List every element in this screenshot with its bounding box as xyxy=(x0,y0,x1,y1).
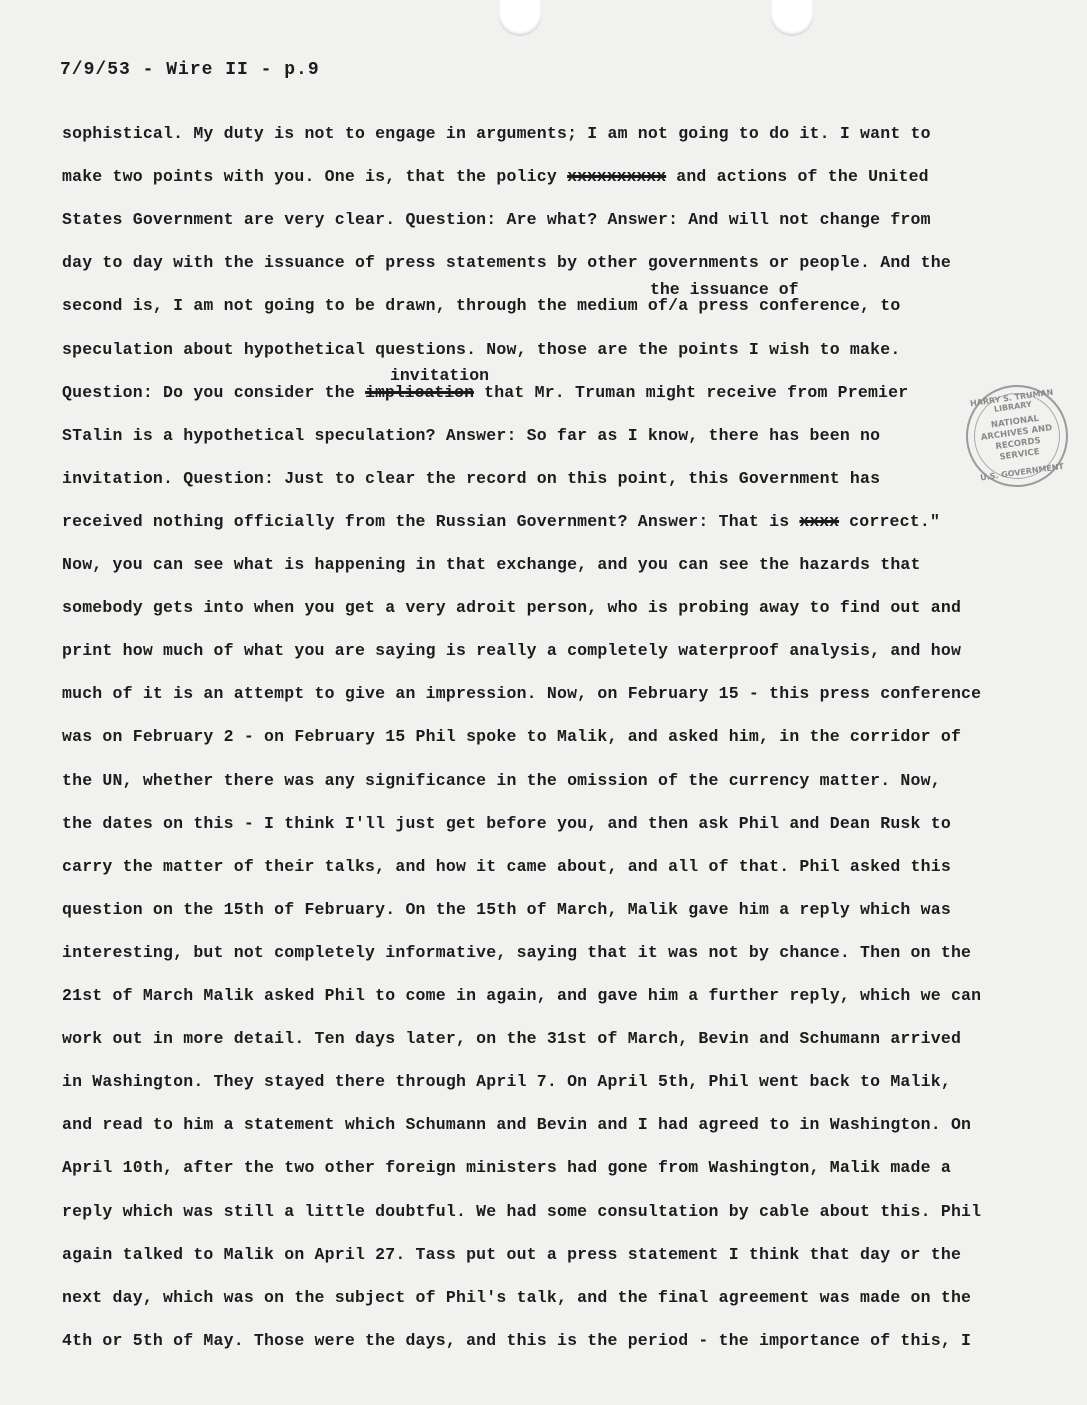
text-line xyxy=(62,727,961,746)
text-segment: 21st of March Malik asked Phil to come in again, and gave him a further reply, which we can xyxy=(62,986,982,1005)
text-segment: carry the matter of their talks, and how it came about, and all of that. Phil asked this xyxy=(62,857,951,876)
text-line xyxy=(62,1331,971,1350)
text-segment: 4th or 5th of May. Those were the days, and this is the period - the importance of this, I xyxy=(62,1331,972,1350)
text-segment: April 10th, after the two other foreign ministers had gone from Washington, Malik made a xyxy=(62,1158,951,1177)
text-line xyxy=(62,1202,981,1221)
text-segment: was on February 2 - on February 15 Phil spoke to Malik, and asked him, in the corridor of xyxy=(62,727,962,746)
text-segment: next day, which was on the subject of Phil's talk, and the final agreement was made on the xyxy=(62,1288,972,1307)
text-segment: day to day with the issuance of press statements by other governments or people. And the xyxy=(62,253,951,272)
text-line xyxy=(62,684,981,703)
text-segment: the dates on this - I think I'll just get before you, and then ask Phil and Dean Rusk to xyxy=(62,814,951,833)
text-segment: question on the 15th of February. On the 15th of March, Malik gave him a reply which was xyxy=(62,900,951,919)
text-line xyxy=(62,383,908,402)
page-header: 7/9/53 - Wire II - p.9 xyxy=(60,60,320,80)
text-line xyxy=(62,1288,971,1307)
text-segment: make two points with you. One is, that the policy xyxy=(62,167,568,186)
text-segment: in Washington. They stayed there through April 7. On April 5th, Phil went back to Malik, xyxy=(62,1072,951,1091)
text-line xyxy=(62,512,940,531)
text-line xyxy=(62,598,961,617)
text-segment: Question: Do you consider the xyxy=(62,383,366,402)
text-segment: received nothing officially from the Russian Government? Answer: That is xyxy=(62,512,800,531)
text-segment: second is, I am not going to be drawn, through the medium of/a press conference, to xyxy=(62,296,901,315)
text-segment: interesting, but not completely informative, saying that it was not by chance. Then on the xyxy=(62,943,972,962)
text-segment: the UN, whether there was any significance in the omission of the currency matter. Now, xyxy=(62,771,941,790)
text-line xyxy=(62,426,880,445)
handwritten-insert: the issuance of xyxy=(650,280,799,299)
stamp-top-text: HARRY S. TRUMAN LIBRARY xyxy=(969,387,1054,414)
text-line xyxy=(62,469,880,488)
text-segment: invitation. Question: Just to clear the record on this point, this Government has xyxy=(62,469,881,488)
struck-out-word: xxxx xyxy=(799,512,840,531)
text-line xyxy=(62,210,931,229)
stamp-center-text: NATIONAL ARCHIVES AND RECORDS SERVICE xyxy=(980,413,1053,463)
text-segment: and read to him a statement which Schumann and Bevin and I had agreed to in Washington. On xyxy=(62,1115,972,1134)
text-line xyxy=(62,1072,951,1091)
text-line xyxy=(62,1115,971,1134)
punch-hole xyxy=(498,0,542,36)
text-line xyxy=(62,1158,951,1177)
text-line xyxy=(62,641,961,660)
text-line xyxy=(62,124,931,143)
text-segment: Now, you can see what is happening in that exchange, and you can see the hazards that xyxy=(62,555,921,574)
text-line xyxy=(62,340,900,359)
text-line xyxy=(62,1029,961,1048)
archive-stamp xyxy=(959,378,1074,493)
text-line xyxy=(62,771,941,790)
text-segment: sophistical. My duty is not to engage in arguments; I am not going to do it. I want to xyxy=(62,124,931,143)
text-line xyxy=(62,900,951,919)
text-segment: print how much of what you are saying is really a completely waterproof analysis, and how xyxy=(62,641,962,660)
struck-out-word: implication xyxy=(365,383,474,402)
text-segment: correct." xyxy=(839,512,941,531)
text-segment: and actions of the United xyxy=(666,167,929,186)
text-segment: States Government are very clear. Question: Are what? Answer: And will not change from xyxy=(62,210,931,229)
struck-out-word: xxxxxxxxxx xyxy=(567,167,667,186)
stamp-bottom-text: U.S. GOVERNMENT xyxy=(979,461,1065,483)
handwritten-insert: invitation xyxy=(390,366,490,385)
text-line xyxy=(62,167,929,186)
text-line xyxy=(62,1245,961,1264)
text-segment: reply which was still a little doubtful. We had some consultation by cable about this. Phil xyxy=(62,1202,982,1221)
text-segment: that Mr. Truman might receive from Premier xyxy=(473,383,909,402)
text-line xyxy=(62,253,951,272)
punch-hole xyxy=(770,0,814,36)
text-segment: work out in more detail. Ten days later, on the 31st of March, Bevin and Schumann arrived xyxy=(62,1029,962,1048)
text-segment: somebody gets into when you get a very adroit person, who is probing away to find out and xyxy=(62,598,962,617)
text-line xyxy=(62,986,981,1005)
text-line xyxy=(62,555,921,574)
text-segment: again talked to Malik on April 27. Tass put out a press statement I think that day or the xyxy=(62,1245,962,1264)
text-segment: speculation about hypothetical questions. Now, those are the points I wish to make. xyxy=(62,340,901,359)
text-line xyxy=(62,857,951,876)
text-line xyxy=(62,943,971,962)
text-segment: much of it is an attempt to give an impression. Now, on February 15 - this press conference xyxy=(62,684,982,703)
text-line xyxy=(62,814,951,833)
text-segment: STalin is a hypothetical speculation? Answer: So far as I know, there has been no xyxy=(62,426,881,445)
